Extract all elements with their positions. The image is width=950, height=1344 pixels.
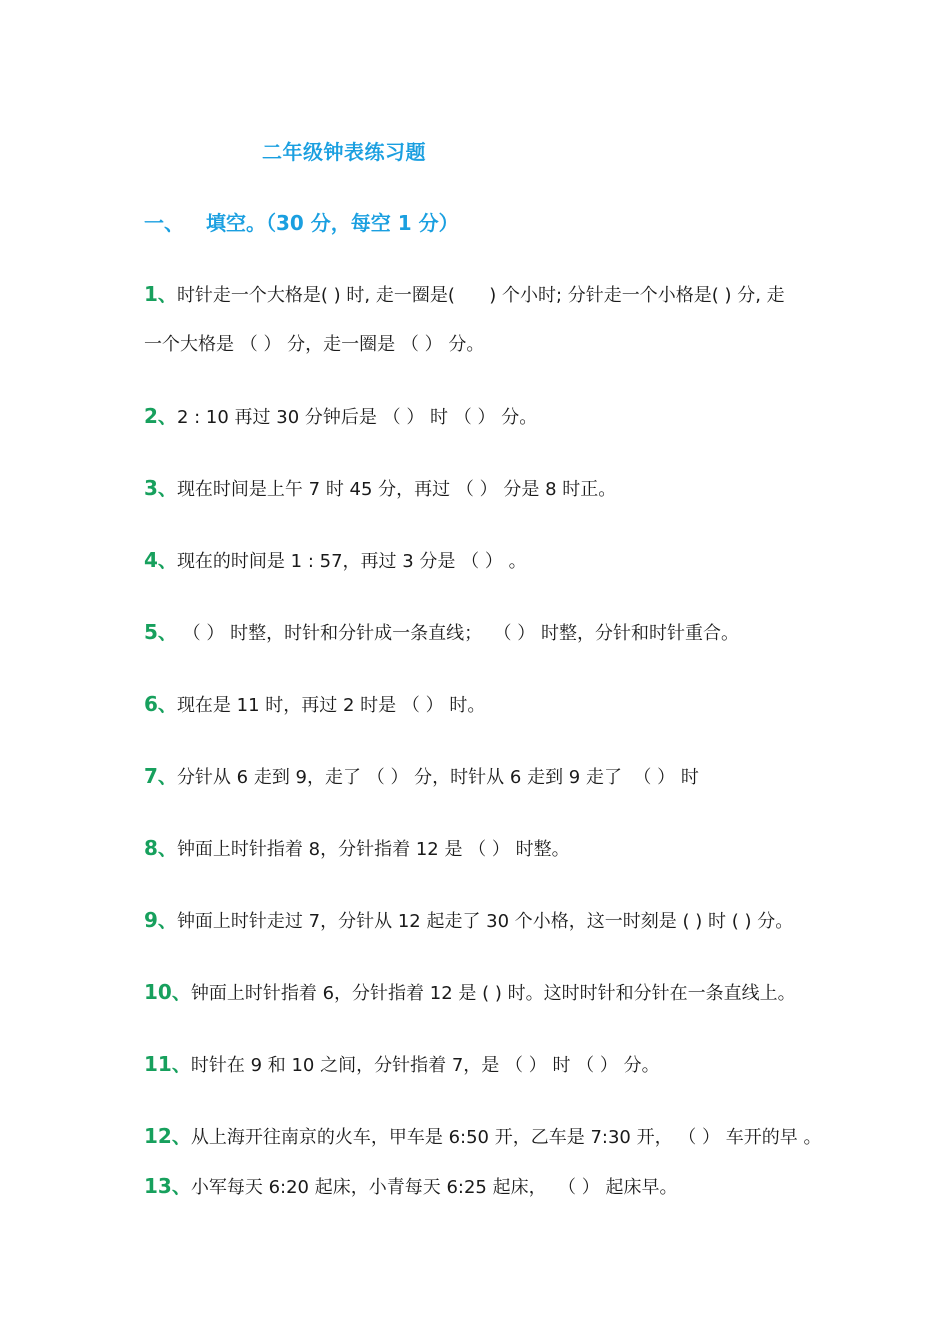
question-number: 3 bbox=[144, 476, 158, 500]
question-12: 12、从上海开往南京的火车，甲车是 6:50 开，乙车是 7:30 开， （ ） 车开的早 。 bbox=[144, 1124, 822, 1148]
question-4: 4、现在的时间是 1 : 57，再过 3 分是 （ ） 。 bbox=[144, 548, 527, 572]
question-text: 时针在 9 和 10 之间，分针指着 7，是 （ ） 时 （ ） 分。 bbox=[190, 1055, 660, 1076]
question-5: 5、 （ ） 时整，时针和分针成一条直线； （ ） 时整，分针和时针重合。 bbox=[144, 620, 739, 644]
question-text: 钟面上时针走过 7，分针从 12 起走了 30 个小格，这一时刻是 ( ) 时 ( ) 分。 bbox=[176, 911, 794, 932]
question-number: 7 bbox=[144, 764, 158, 788]
section-label: 填空。（30 分，每空 1 分） bbox=[206, 211, 459, 235]
question-number: 10 bbox=[144, 980, 172, 1004]
question-number: 8 bbox=[144, 836, 158, 860]
question-text: （ ） 时整，时针和分针成一条直线； （ ） 时整，分针和时针重合。 bbox=[176, 623, 739, 644]
question-text: 现在的时间是 1 : 57，再过 3 分是 （ ） 。 bbox=[176, 551, 527, 572]
question-number: 5 bbox=[144, 620, 158, 644]
question-text: 时针走一个大格是( ) 时, 走一圈是( ) 个小时; 分针走一个小格是( ) 分, 走 bbox=[176, 285, 785, 306]
question-7: 7、分针从 6 走到 9，走了 （ ） 分，时针从 6 走到 9 走了 （ ） 时 bbox=[144, 764, 699, 788]
section-heading bbox=[144, 207, 459, 236]
question-number: 13 bbox=[144, 1174, 172, 1198]
page-title: 二年级钟表练习题 bbox=[262, 140, 426, 164]
question-text: 小军每天 6:20 起床，小青每天 6:25 起床， （ ） 起床早。 bbox=[190, 1177, 678, 1198]
question-text: 分针从 6 走到 9，走了 （ ） 分，时针从 6 走到 9 走了 （ ） 时 bbox=[176, 767, 699, 788]
section-number: 一、 bbox=[144, 211, 184, 235]
question-text: 现在是 11 时，再过 2 时是 （ ） 时。 bbox=[176, 695, 486, 716]
question-number: 4 bbox=[144, 548, 158, 572]
question-3: 3、现在时间是上午 7 时 45 分，再过 （ ） 分是 8 时正。 bbox=[144, 476, 617, 500]
question-6: 6、现在是 11 时，再过 2 时是 （ ） 时。 bbox=[144, 692, 486, 716]
question-text: 从上海开往南京的火车，甲车是 6:50 开，乙车是 7:30 开， （ ） 车开的早 。 bbox=[190, 1127, 822, 1148]
question-number: 2 bbox=[144, 404, 158, 428]
question-number: 6 bbox=[144, 692, 158, 716]
question-8: 8、钟面上时针指着 8，分针指着 12 是 （ ） 时整。 bbox=[144, 836, 570, 860]
question-text: 钟面上时针指着 6，分针指着 12 是 ( ) 时。这时时针和分针在一条直线上。 bbox=[190, 983, 796, 1004]
question-text: 现在时间是上午 7 时 45 分，再过 （ ） 分是 8 时正。 bbox=[176, 479, 617, 500]
question-number: 9 bbox=[144, 908, 158, 932]
question-11: 11、时针在 9 和 10 之间，分针指着 7，是 （ ） 时 （ ） 分。 bbox=[144, 1052, 660, 1076]
question-text: 钟面上时针指着 8，分针指着 12 是 （ ） 时整。 bbox=[176, 839, 570, 860]
question-2: 2、2 : 10 再过 30 分钟后是 （ ） 时 （ ） 分。 bbox=[144, 404, 538, 428]
question-number: 11 bbox=[144, 1052, 172, 1076]
question-text-line2: 一个大格是 （ ） 分，走一圈是 （ ） 分。 bbox=[144, 334, 485, 355]
question-number: 12 bbox=[144, 1124, 172, 1148]
question-13: 13、小军每天 6:20 起床，小青每天 6:25 起床， （ ） 起床早。 bbox=[144, 1174, 678, 1198]
question-10: 10、钟面上时针指着 6，分针指着 12 是 ( ) 时。这时时针和分针在一条直线上。 bbox=[144, 980, 796, 1004]
question-text: 2 : 10 再过 30 分钟后是 （ ） 时 （ ） 分。 bbox=[176, 407, 538, 428]
question-number: 1 bbox=[144, 282, 158, 306]
question-1: 1、时针走一个大格是( ) 时, 走一圈是( ) 个小时; 分针走一个小格是( ) 分, 走 一个大格是 （ ） 分，走一圈是 （ ） 分。 bbox=[144, 270, 824, 369]
question-9: 9、钟面上时针走过 7，分针从 12 起走了 30 个小格，这一时刻是 ( ) 时 ( ) 分。 bbox=[144, 908, 794, 932]
